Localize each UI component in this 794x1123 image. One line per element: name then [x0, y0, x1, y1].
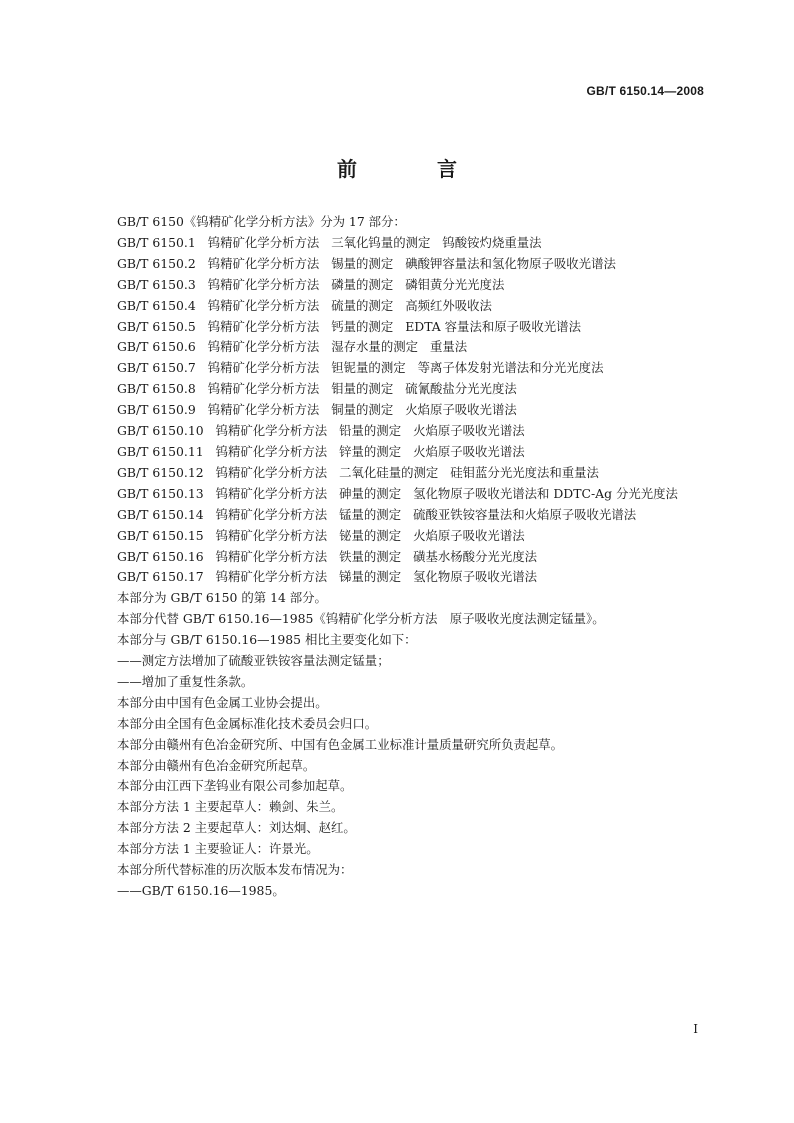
part-entry — [90, 442, 708, 463]
part-entry — [90, 379, 708, 400]
part-method: 磷钼黄分光光度法 — [405, 276, 505, 292]
part-item: 磷量的测定 — [331, 276, 394, 292]
intro-paragraph: GB/T 6150《钨精矿化学分析方法》分为 17 部分： — [117, 214, 406, 229]
part-prefix: 钨精矿化学分析方法 — [215, 527, 328, 543]
part-code: GB/T 6150.8 — [117, 381, 196, 397]
part-code: GB/T 6150.13 — [117, 485, 204, 501]
part-item: 铅量的测定 — [339, 423, 402, 439]
part-entry — [90, 526, 708, 547]
part-method: 硅钼蓝分光光度法和重量法 — [450, 464, 599, 480]
part-prefix: 钨精矿化学分析方法 — [207, 339, 320, 355]
part-prefix: 钨精矿化学分析方法 — [215, 485, 328, 501]
foreword-paragraph: ——测定方法增加了硫酸亚铁铵容量法测定锰量； — [117, 653, 390, 669]
part-item: 二氧化硅量的测定 — [339, 464, 439, 480]
part-code: GB/T 6150.11 — [117, 443, 204, 459]
part-code: GB/T 6150.7 — [117, 360, 196, 376]
foreword-body — [90, 212, 708, 902]
part-entry — [90, 421, 708, 442]
foreword-paragraph: 本部分由赣州有色冶金研究所起草。 — [117, 757, 316, 773]
part-item: 锰量的测定 — [339, 506, 402, 522]
foreword-paragraph: 本部分由江西下垄钨业有限公司参加起草。 — [117, 778, 353, 794]
part-entry — [90, 505, 708, 526]
part-code: GB/T 6150.2 — [117, 255, 196, 271]
part-method: 氢化物原子吸收光谱法和 DDTC-Ag 分光光度法 — [413, 485, 678, 501]
foreword-paragraph: ——GB/T 6150.16—1985。 — [117, 883, 285, 898]
part-method: 磺基水杨酸分光光度法 — [413, 548, 537, 564]
part-entry — [90, 463, 708, 484]
part-prefix: 钨精矿化学分析方法 — [207, 255, 320, 271]
part-item: 湿存水量的测定 — [331, 339, 418, 355]
part-code: GB/T 6150.5 — [117, 318, 196, 334]
foreword-paragraph: 本部分与 GB/T 6150.16—1985 相比主要变化如下： — [117, 632, 417, 648]
part-prefix: 钨精矿化学分析方法 — [215, 464, 328, 480]
foreword-paragraph: 本部分方法 1 主要验证人：许景光。 — [117, 841, 319, 857]
part-item: 锡量的测定 — [331, 255, 394, 271]
part-prefix: 钨精矿化学分析方法 — [207, 234, 320, 250]
part-prefix: 钨精矿化学分析方法 — [207, 360, 320, 376]
part-prefix: 钨精矿化学分析方法 — [207, 381, 320, 397]
paragraphs-list — [90, 588, 708, 902]
part-entry — [90, 567, 708, 588]
part-code: GB/T 6150.6 — [117, 339, 196, 355]
part-item: 铋量的测定 — [339, 527, 402, 543]
part-item: 砷量的测定 — [339, 485, 402, 501]
part-method: 重量法 — [430, 339, 468, 355]
part-prefix: 钨精矿化学分析方法 — [207, 318, 320, 334]
part-method: 钨酸铵灼烧重量法 — [442, 234, 542, 250]
part-item: 钽铌量的测定 — [331, 360, 406, 376]
part-entry — [90, 254, 708, 275]
part-prefix: 钨精矿化学分析方法 — [215, 443, 328, 459]
foreword-paragraph: 本部分方法 1 主要起草人：赖剑、朱兰。 — [117, 799, 344, 815]
part-method: 高频红外吸收法 — [405, 297, 492, 313]
part-item: 铜量的测定 — [331, 402, 394, 418]
foreword-paragraph: 本部分方法 2 主要起草人：刘达炯、赵红。 — [117, 820, 356, 836]
standard-code: GB/T 6150.14—2008 — [586, 84, 704, 98]
part-item: 铁量的测定 — [339, 548, 402, 564]
part-method: 硫酸亚铁铵容量法和火焰原子吸收光谱法 — [413, 506, 637, 522]
part-prefix: 钨精矿化学分析方法 — [207, 276, 320, 292]
part-code: GB/T 6150.1 — [117, 234, 196, 250]
part-item: 钼量的测定 — [331, 381, 394, 397]
part-prefix: 钨精矿化学分析方法 — [215, 423, 328, 439]
part-method: 火焰原子吸收光谱法 — [413, 423, 525, 439]
part-code: GB/T 6150.12 — [117, 464, 204, 480]
part-code: GB/T 6150.9 — [117, 402, 196, 418]
part-entry — [90, 233, 708, 254]
part-prefix: 钨精矿化学分析方法 — [215, 548, 328, 564]
part-entry — [90, 547, 708, 568]
foreword-paragraph: 本部分为 GB/T 6150 的第 14 部分。 — [117, 590, 327, 606]
part-method: 氢化物原子吸收光谱法 — [413, 569, 537, 585]
part-item: 锑量的测定 — [339, 569, 402, 585]
part-prefix: 钨精矿化学分析方法 — [215, 506, 328, 522]
foreword-paragraph: 本部分代替 GB/T 6150.16—1985《钨精矿化学分析方法 原子吸收光度法测定锰量》。 — [117, 611, 605, 627]
part-prefix: 钨精矿化学分析方法 — [207, 402, 320, 418]
part-prefix: 钨精矿化学分析方法 — [215, 569, 328, 585]
part-code: GB/T 6150.4 — [117, 297, 196, 313]
part-entry — [90, 400, 708, 421]
part-method: 等离子体发射光谱法和分光光度法 — [417, 360, 604, 376]
part-item: 钙量的测定 — [331, 318, 394, 334]
part-method: 碘酸钾容量法和氢化物原子吸收光谱法 — [405, 255, 616, 271]
part-code: GB/T 6150.17 — [117, 569, 204, 585]
part-entry — [90, 337, 708, 358]
part-code: GB/T 6150.16 — [117, 548, 204, 564]
part-entry — [90, 484, 708, 505]
part-prefix: 钨精矿化学分析方法 — [207, 297, 320, 313]
part-item: 锌量的测定 — [339, 443, 402, 459]
part-code: GB/T 6150.3 — [117, 276, 196, 292]
part-method: 火焰原子吸收光谱法 — [413, 443, 525, 459]
part-method: EDTA 容量法和原子吸收光谱法 — [405, 318, 581, 334]
part-entry — [90, 275, 708, 296]
foreword-paragraph: 本部分由赣州有色冶金研究所、中国有色金属工业标准计量质量研究所负责起草。 — [117, 736, 564, 752]
page-title: 前 言 — [337, 157, 487, 181]
part-method: 火焰原子吸收光谱法 — [405, 402, 517, 418]
foreword-paragraph: 本部分由中国有色金属工业协会提出。 — [117, 694, 328, 710]
part-entry — [90, 296, 708, 317]
part-item: 硫量的测定 — [331, 297, 394, 313]
foreword-paragraph: ——增加了重复性条款。 — [117, 673, 254, 689]
page-number: I — [693, 1022, 698, 1036]
parts-list — [90, 233, 708, 588]
foreword-paragraph: 本部分由全国有色金属标准化技术委员会归口。 — [117, 715, 378, 731]
part-entry — [90, 358, 708, 379]
part-code: GB/T 6150.15 — [117, 527, 204, 543]
part-method: 火焰原子吸收光谱法 — [413, 527, 525, 543]
part-method: 硫氰酸盐分光光度法 — [405, 381, 517, 397]
part-entry — [90, 317, 708, 338]
part-item: 三氧化钨量的测定 — [331, 234, 431, 250]
part-code: GB/T 6150.14 — [117, 506, 204, 522]
part-code: GB/T 6150.10 — [117, 423, 204, 439]
foreword-paragraph: 本部分所代替标准的历次版本发布情况为： — [117, 862, 353, 878]
